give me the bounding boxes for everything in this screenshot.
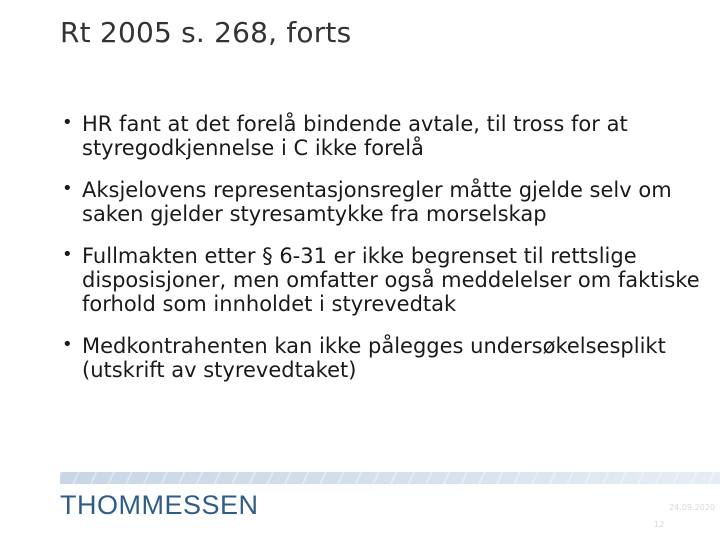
company-logo: THOMMESSEN [60, 490, 259, 520]
bullet-dot-icon: • [62, 334, 73, 355]
bullet-item [62, 178, 702, 226]
bullet-list [62, 112, 702, 400]
decorative-band [60, 472, 720, 484]
bullet-item [62, 112, 702, 160]
bullet-item [62, 244, 702, 316]
bullet-text: Fullmakten etter § 6-31 er ikke begrenset til rettslige disposisjoner, men omfatter også meddelelser om faktiske forhold som innholdet i styrevedtak [82, 244, 700, 316]
band-pattern [60, 472, 720, 484]
bullet-text: Aksjelovens representasjonsregler måtte gjelde selv om saken gjelder styresamtykke fra morselskap [82, 178, 672, 226]
bullet-text: Medkontrahenten kan ikke pålegges undersøkelsesplikt (utskrift av styrevedtaket) [82, 334, 666, 382]
bullet-text: HR fant at det forelå bindende avtale, til tross for at styregodkjennelse i C ikke forelå [82, 112, 628, 160]
bullet-item [62, 334, 702, 382]
bullet-dot-icon: • [62, 244, 73, 265]
bullet-dot-icon: • [62, 112, 73, 133]
footer-date: 24.09.2020 [669, 503, 715, 512]
bullet-dot-icon: • [62, 178, 73, 199]
slide-title: Rt 2005 s. 268, forts [60, 16, 352, 49]
page-number: 12 [654, 520, 665, 529]
